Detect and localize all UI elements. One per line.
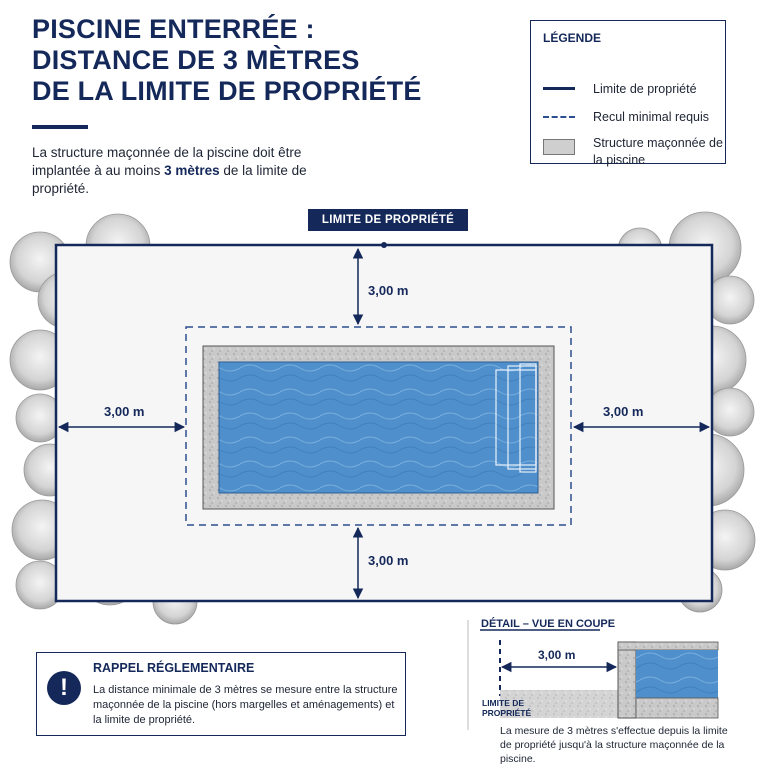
detail-water — [636, 650, 718, 698]
dim-label-right: 3,00 m — [603, 404, 644, 419]
title-line-2: DISTANCE DE 3 MÈTRES — [32, 45, 360, 75]
detail-limit-label: LIMITE DE PROPRIÉTÉ — [482, 698, 532, 718]
legend-label: Recul minimal requis — [593, 110, 710, 124]
intro-part-1: La structure maçonnée de la piscine doit être implantée à au moins — [32, 145, 302, 178]
detail-title: DÉTAIL – VUE EN COUPE — [481, 618, 616, 630]
reminder-box — [36, 652, 406, 736]
intro-highlight: 3 mètres — [164, 163, 220, 178]
property-limit-label: LIMITE DE PROPRIÉTÉ — [308, 209, 468, 231]
intro-part-2: de la limite de propriété. — [32, 163, 307, 196]
limit-marker-dot — [381, 242, 387, 248]
detail-note: La mesure de 3 mètres s'effectue depuis la limite de propriété jusqu'à la structure maçonnée de la piscine. — [500, 725, 728, 765]
detail-masonry — [618, 642, 636, 718]
title-line-1: PISCINE ENTERRÉE : — [32, 14, 315, 44]
reminder-title: RAPPEL RÉGLEMENTAIRE — [93, 661, 255, 675]
dim-label-bottom: 3,00 m — [368, 553, 409, 568]
legend-label: Structure maçonnée de la piscine — [593, 136, 723, 167]
detail-coping — [618, 642, 718, 650]
pool-water — [219, 362, 538, 493]
detail-dimension-label: 3,00 m — [538, 648, 576, 662]
detail-pool-floor — [636, 698, 718, 718]
dim-label-left: 3,00 m — [104, 404, 145, 419]
legend-label: Limite de propriété — [593, 82, 697, 96]
legend-title: LÉGENDE — [543, 31, 602, 45]
reminder-text: La distance minimale de 3 mètres se mesure entre la structure maçonnée de la piscine (hors margelles et aménagements) et la limite de propriété. — [93, 684, 398, 726]
dim-label-top: 3,00 m — [368, 283, 409, 298]
title-line-3: DE LA LIMITE DE PROPRIÉTÉ — [32, 76, 422, 106]
exclamation-icon: ! — [47, 671, 81, 705]
